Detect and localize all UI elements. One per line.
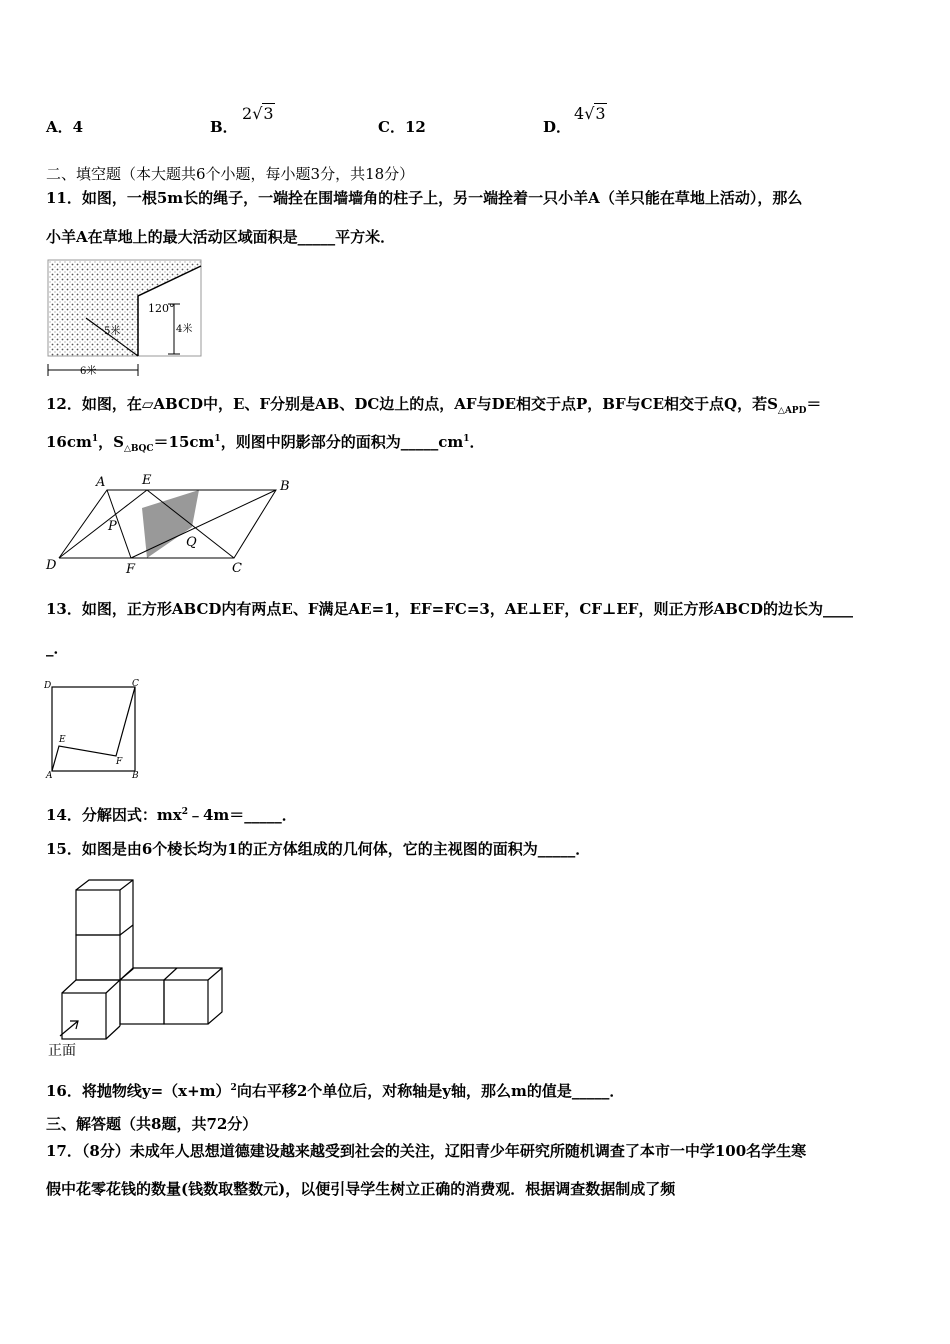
square-abcd [52,687,135,771]
q12-line1-text: 12．如图，在▱ABCD中，E、F分别是AB、DC边上的点，AF与DE相交于点P，BF与CE相交于点Q，若S [46,395,778,413]
section3-title: 三、解答题（共8题，共72分） [46,1115,258,1133]
q13-label-b: B [132,771,139,780]
q12-figure [44,470,304,582]
q12-label-f: F [126,562,136,577]
q11-line1: 11．如图，一根5m长的绳子，一端拴在围墙墙角的柱子上，另一端拴着一只小羊A（羊只能在草地上活动），那么 [46,189,803,207]
option-a-value: 4 [72,118,84,136]
q16-text-b: 向右平移2个单位后，对称轴是y轴，那么m的值是_____． [236,1082,625,1100]
q16-text [46,1080,624,1101]
q12-label-a: A [96,475,106,490]
q12-label-q: Q [186,535,197,550]
q13-figure [44,676,144,780]
q13-label-d: D [44,681,52,691]
q12-line2b: ，S [98,433,124,451]
cube-front [62,993,106,1039]
option-b-radicand: 3 [263,104,274,123]
option-d-label: D． [543,118,572,136]
option-d-coef: 4 [574,104,585,123]
path-aefc [52,687,135,771]
option-b-label: B． [210,118,238,136]
q12-line2d: ，则图中阴影部分的面积为_____cm [220,433,464,451]
q13-label-c: C [132,679,139,689]
q15-front-label: 正面 [48,1043,76,1059]
q13-label-e: E [59,735,66,745]
section2-title: 二、填空题（本大题共6个小题，每小题3分，共18分） [46,165,415,183]
q12-label-c: C [232,561,242,576]
option-c-label: C． [378,118,405,136]
option-b [210,116,238,137]
cube-right-2 [164,980,208,1024]
q17-line1: 17．（8分）未成年人思想道德建设越来越受到社会的关注，辽阳青少年研究所随机调查了本市一中学100名学生寒 [46,1142,807,1160]
cube-middle [76,935,120,980]
q16-sup: 2 [230,1083,237,1093]
q12-sub-bqc: △BQC [124,444,154,454]
option-d-value: 4√3 [574,104,606,123]
q11-angle-label: 120° [148,302,175,315]
q11-base-label: 6米 [80,366,97,377]
option-c [378,116,426,137]
q12-line2e: ． [469,433,485,451]
q15-figure [44,876,226,1060]
option-d-radicand: 3 [595,104,606,123]
option-c-value: 12 [404,118,426,136]
q13-label-f: F [116,757,123,767]
q11-rope-label: 5米 [104,326,121,337]
q12-sup3: 1 [463,434,470,444]
q12-eq1: ＝ [806,395,822,413]
q11-height-label: 4米 [176,324,193,335]
option-a [46,116,83,137]
q12-sup1: 1 [91,434,99,444]
cube-right-1 [120,980,164,1024]
option-d [543,116,571,137]
q12-line2c: ＝15cm [153,433,215,451]
option-a-label: A． [46,118,73,136]
option-b-coef: 2 [242,104,253,123]
q17-line2: 假中花零花钱的数量(钱数取整数元)，以便引导学生树立正确的消费观．根据调查数据制成了频 [46,1180,676,1198]
q12-label-b: B [280,479,290,494]
q13-line1: 13．如图，正方形ABCD内有两点E、F满足AE=1，EF=FC=3，AE⊥EF，CF⊥EF，则正方形ABCD的边长为____ [46,600,853,618]
q12-label-e: E [142,473,152,488]
q12-line2 [46,431,484,454]
option-b-value: 2√3 [242,104,274,123]
q12-sup2: 1 [214,434,221,444]
q11-figure [46,258,206,380]
cube-top [76,890,120,935]
q11-line2: 小羊A在草地上的最大活动区域面积是_____平方米． [46,228,396,246]
q16-text-a: 16．将抛物线y=（x+m） [46,1082,231,1100]
q15-text: 15．如图是由6个棱长均为1的正方体组成的几何体，它的主视图的面积为_____． [46,840,591,858]
q14-text [46,804,297,825]
q12-label-p: P [108,519,117,534]
q12-line1 [46,393,821,416]
q14-text-a: 14．分解因式：mx [46,806,182,824]
q12-sub-apd: △APD [777,406,807,416]
q12-line2a: 16cm [46,433,92,451]
q12-label-d: D [46,558,57,573]
front-arrow [60,1021,78,1036]
grass-area [48,260,201,356]
q13-line2: _． [46,639,69,657]
q13-label-a: A [46,771,53,780]
q14-text-b: ﹣4m＝_____． [187,806,297,824]
q14-sup: 2 [181,807,188,817]
